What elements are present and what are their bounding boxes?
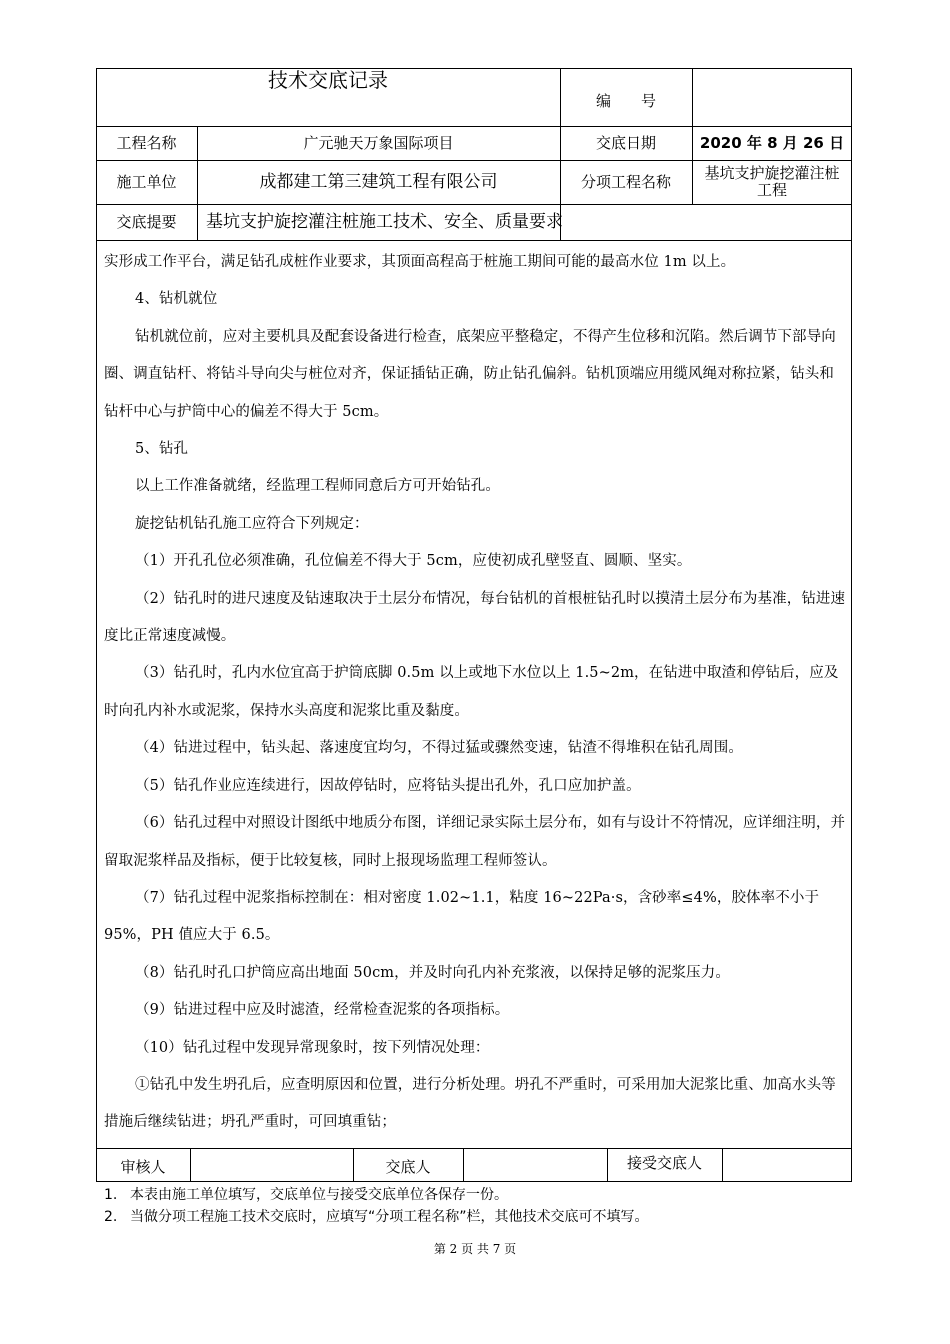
summary: 基坑支护旋挖灌注桩施工技术、安全、质量要求 xyxy=(206,211,563,232)
date-value: 2020 年 8 月 26 日 xyxy=(699,133,845,152)
content-paragraph: （3）钻孔时，孔内水位宜高于护筒底脚 0.5m 以上或地下水位以上 1.5~2m，在钻进中取渣和停钻后，应及时向孔内补水或泥浆，保持水头高度和泥浆比重及黏度。 xyxy=(104,665,839,719)
row-divider xyxy=(96,240,852,241)
section-heading: 4、钻机就位 xyxy=(135,291,218,308)
reviewer-label: 审核人 xyxy=(120,1157,166,1176)
note-item xyxy=(104,1184,649,1206)
construction-unit-label: 施工单位 xyxy=(116,172,177,191)
summary-label: 交底提要 xyxy=(116,212,177,231)
construction-unit: 成都建工第三建筑工程有限公司 xyxy=(259,171,498,192)
note-text: 当做分项工程施工技术交底时，应填写“分项工程名称”栏，其他技术交底可不填写。 xyxy=(130,1209,649,1225)
content-paragraph: （5）钻孔作业应连续进行，因故停钻时，应将钻头提出孔外，孔口应加护盖。 xyxy=(135,777,641,794)
receiver-field[interactable] xyxy=(722,1148,852,1182)
content-paragraph: （9）钻进过程中应及时滤渣，经常检查泥浆的各项指标。 xyxy=(135,1002,510,1019)
section-heading: 5、钻孔 xyxy=(135,441,189,458)
content-paragraph: 实形成工作平台，满足钻孔成桩作业要求，其顶面高程高于桩施工期间可能的最高水位 1m 以上。 xyxy=(104,254,736,270)
discloser-field[interactable] xyxy=(463,1148,607,1182)
date-label: 交底日期 xyxy=(595,133,656,152)
project-name: 广元驰天万象国际项目 xyxy=(303,133,454,152)
content-paragraph: （7）钻孔过程中泥浆指标控制在：相对密度 1.02~1.1，粘度 16~22Pa·s，含砂率≤4%，胶体率不小于 95%，PH 值应大于 6.5。 xyxy=(104,889,820,944)
project-name-label: 工程名称 xyxy=(116,133,177,152)
page-number: 第 2 页 共 7 页 xyxy=(433,1242,517,1256)
number-value xyxy=(692,68,852,126)
date-cell xyxy=(692,126,852,160)
form-title: 技术交底记录 xyxy=(268,67,388,92)
content-paragraph: ①钻孔中发生坍孔后，应查明原因和位置，进行分析处理。坍孔不严重时，可采用加大泥浆比重、加高水头等措施后继续钻进；坍孔严重时，可回填重钻； xyxy=(104,1076,836,1131)
sub-project-label: 分项工程名称 xyxy=(580,172,671,191)
content-paragraph: 旋挖钻机钻孔施工应符合下列规定： xyxy=(135,515,369,532)
reviewer-field[interactable] xyxy=(190,1148,353,1182)
content-paragraph: 钻机就位前，应对主要机具及配套设备进行检查，底架应平整稳定，不得产生位移和沉陷。然后调节下部导向圈、调直钻杆、将钻斗导向尖与桩位对齐，保证插钻正确，防止钻孔偏斜。钻机顶端应用缆风绳对称拉紧，钻头和钻杆中心与护筒中心的偏差不得大于 5cm。 xyxy=(104,328,836,420)
content-paragraph: （1）开孔孔位必须准确，孔位偏差不得大于 5cm，应使初成孔壁竖直、圆顺、坚实。 xyxy=(135,553,692,570)
note-number: 2. xyxy=(104,1209,118,1225)
content-paragraph: （10）钻孔过程中发现异常现象时，按下列情况处理： xyxy=(135,1039,490,1056)
content-paragraph: 以上工作准备就绪，经监理工程师同意后方可开始钻孔。 xyxy=(135,478,500,495)
content-paragraph: （6）钻孔过程中对照设计图纸中地质分布图，详细记录实际土层分布，如有与设计不符情况，应详细注明，并留取泥浆样品及指标，便于比较复核，同时上报现场监理工程师签认。 xyxy=(104,815,846,869)
content-paragraph: （8）钻孔时孔口护筒应高出地面 50cm，并及时向孔内补充浆液，以保持足够的泥浆压力。 xyxy=(135,964,730,981)
note-number: 1. xyxy=(104,1187,118,1203)
note-item xyxy=(104,1206,649,1228)
number-label: 编 号 xyxy=(595,91,656,110)
discloser-label: 交底人 xyxy=(385,1157,431,1176)
disclosure-content xyxy=(104,244,848,1142)
sub-project: 基坑支护旋挖灌注桩工程 xyxy=(704,164,840,199)
note-text: 本表由施工单位填写，交底单位与接受交底单位各保存一份。 xyxy=(130,1187,508,1203)
receiver-label: 接受交底人 xyxy=(626,1153,702,1172)
content-paragraph: （2）钻孔时的进尺速度及钻速取决于土层分布情况，每台钻机的首根桩钻孔时以摸清土层分布为基准，钻进速度比正常速度减慢。 xyxy=(104,590,846,645)
content-paragraph: （4）钻进过程中，钻头起、落速度宜均匀，不得过猛或骤然变速，钻渣不得堆积在钻孔周围。 xyxy=(135,740,743,757)
notes xyxy=(104,1184,649,1228)
